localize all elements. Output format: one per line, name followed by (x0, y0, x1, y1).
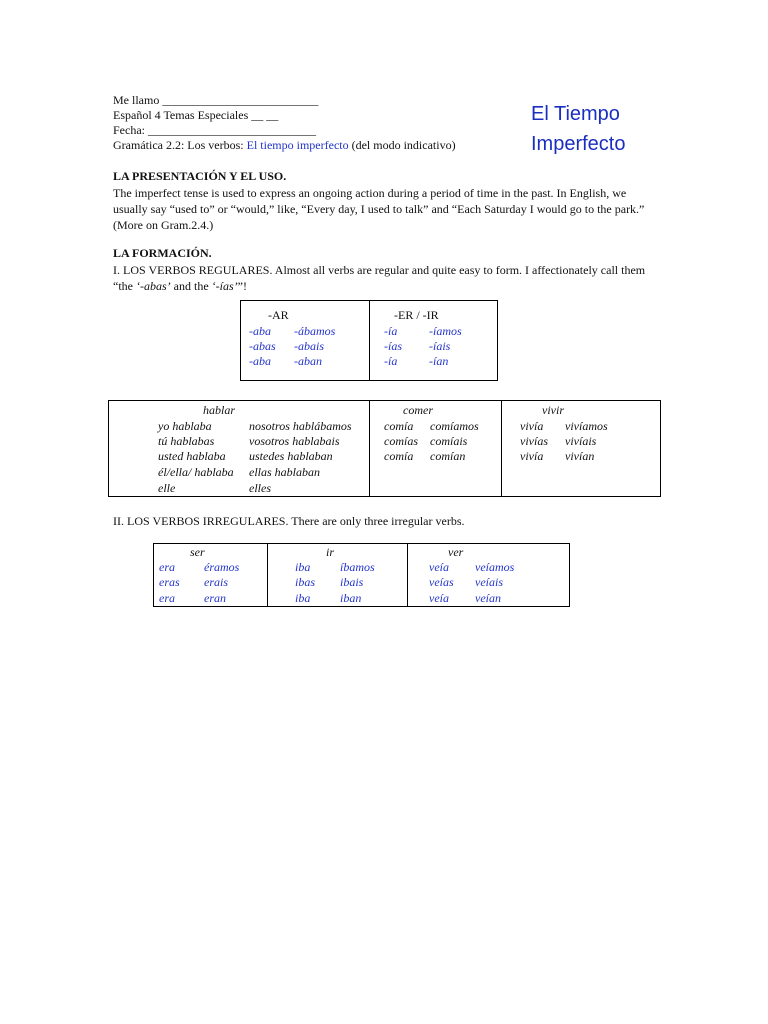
ending-cell: -ábamos (294, 324, 336, 338)
conj-cell: vivías (520, 434, 548, 448)
irregular-cell: íbamos (340, 560, 375, 574)
irregular-cell: veíais (475, 575, 503, 589)
irregular-cell: veíamos (475, 560, 515, 574)
regular-intro-text: I. LOS VERBOS REGULARES. Almost all verbs are regular and quite easy to form. I affectionately call them “the (113, 263, 646, 293)
irregular-cell: veía (429, 560, 449, 574)
conj-cell: comías (384, 434, 418, 448)
conj-divider-1 (369, 401, 370, 496)
ending-cell: -ía (384, 324, 398, 338)
irregular-divider-1 (267, 544, 268, 606)
irregular-cell: veían (475, 591, 501, 605)
conj-cell: comíais (430, 434, 468, 448)
ver-header: ver (448, 545, 464, 559)
conj-cell: vivíamos (565, 419, 608, 433)
and-the-text: and the (173, 279, 209, 293)
ending-cell: -aba (249, 324, 271, 338)
irregular-cell: iba (295, 560, 311, 574)
conj-cell: vivía (520, 419, 544, 433)
conj-cell: vivía (520, 449, 544, 463)
conj-cell: comíamos (430, 419, 479, 433)
irregular-divider-2 (407, 544, 408, 606)
irregular-cell: era (159, 591, 175, 605)
closing-text: ”! (237, 279, 247, 293)
irregular-cell: erais (204, 575, 228, 589)
ending-cell: -aban (294, 354, 322, 368)
grammar-topic: El tiempo imperfecto (246, 138, 349, 152)
conj-cell: comía (384, 419, 414, 433)
ending-cell: -aba (249, 354, 271, 368)
date-line: Fecha: ____________________________ (113, 123, 316, 137)
irregular-cell: éramos (204, 560, 240, 574)
irregular-cell: veías (429, 575, 454, 589)
irregular-intro: II. LOS VERBOS IRREGULARES. There are only three irregular verbs. (113, 514, 465, 528)
conj-cell: tú hablabas (158, 434, 215, 448)
irregular-cell: eras (159, 575, 180, 589)
conj-cell: vivían (565, 449, 595, 463)
irregular-cell: veía (429, 591, 449, 605)
comer-header: comer (403, 403, 433, 417)
ending-cell: -abais (294, 339, 324, 353)
irregular-table (153, 543, 570, 607)
grammar-prefix: Gramática 2.2: Los verbos: (113, 138, 244, 152)
irregular-cell: iba (295, 591, 311, 605)
ending-cell: -ían (429, 354, 449, 368)
grammar-line (113, 138, 456, 153)
conj-cell: yo hablaba (158, 419, 212, 433)
ar-header: -AR (268, 308, 289, 322)
conj-cell: elle (158, 481, 176, 495)
conj-cell: vosotros hablabais (249, 434, 340, 448)
regular-intro (113, 262, 658, 294)
presentation-heading: LA PRESENTACIÓN Y EL USO. (113, 169, 287, 183)
ias-label: ‘-ías’ (211, 279, 238, 293)
abas-label: ‘-abas’ (136, 279, 171, 293)
title-line-1: El Tiempo (531, 103, 620, 125)
name-line: Me llamo __________________________ (113, 93, 319, 107)
title-line-2: Imperfecto (531, 133, 626, 155)
ending-cell: -íamos (429, 324, 462, 338)
conj-cell: vivíais (565, 434, 597, 448)
ending-cell: -ías (384, 339, 402, 353)
irregular-cell: iban (340, 591, 362, 605)
ending-cell: -ía (384, 354, 398, 368)
irregular-cell: eran (204, 591, 226, 605)
erir-header: -ER / -IR (394, 308, 439, 322)
conj-cell: usted hablaba (158, 449, 226, 463)
presentation-body: The imperfect tense is used to express an ongoing action during a period of time in the past. In English, we usually say “used to” or “would,” like, “Every day, I used to talk” and “Each Saturday I would go to the park.” (More on Gram.2.4.) (113, 186, 645, 232)
conj-cell: nosotros hablábamos (249, 419, 352, 433)
conj-divider-2 (501, 401, 502, 496)
conj-cell: comía (384, 449, 414, 463)
conj-cell: ellas hablaban (249, 465, 320, 479)
formation-heading: LA FORMACIÓN. (113, 246, 212, 260)
irregular-cell: era (159, 560, 175, 574)
endings-table (240, 300, 498, 381)
grammar-suffix: (del modo indicativo) (351, 138, 456, 152)
conj-cell: él/ella/ hablaba (158, 465, 234, 479)
ending-cell: -íais (429, 339, 451, 353)
conj-cell: ustedes hablaban (249, 449, 333, 463)
ir-header: ir (326, 545, 335, 559)
vivir-header: vivir (542, 403, 564, 417)
conjugation-table (108, 400, 661, 497)
irregular-cell: ibais (340, 575, 364, 589)
ser-header: ser (190, 545, 205, 559)
course-line: Español 4 Temas Especiales __ __ (113, 108, 279, 122)
endings-divider (369, 301, 370, 380)
hablar-header: hablar (203, 403, 236, 417)
irregular-cell: ibas (295, 575, 316, 589)
conj-cell: elles (249, 481, 271, 495)
ending-cell: -abas (249, 339, 276, 353)
conj-cell: comían (430, 449, 466, 463)
